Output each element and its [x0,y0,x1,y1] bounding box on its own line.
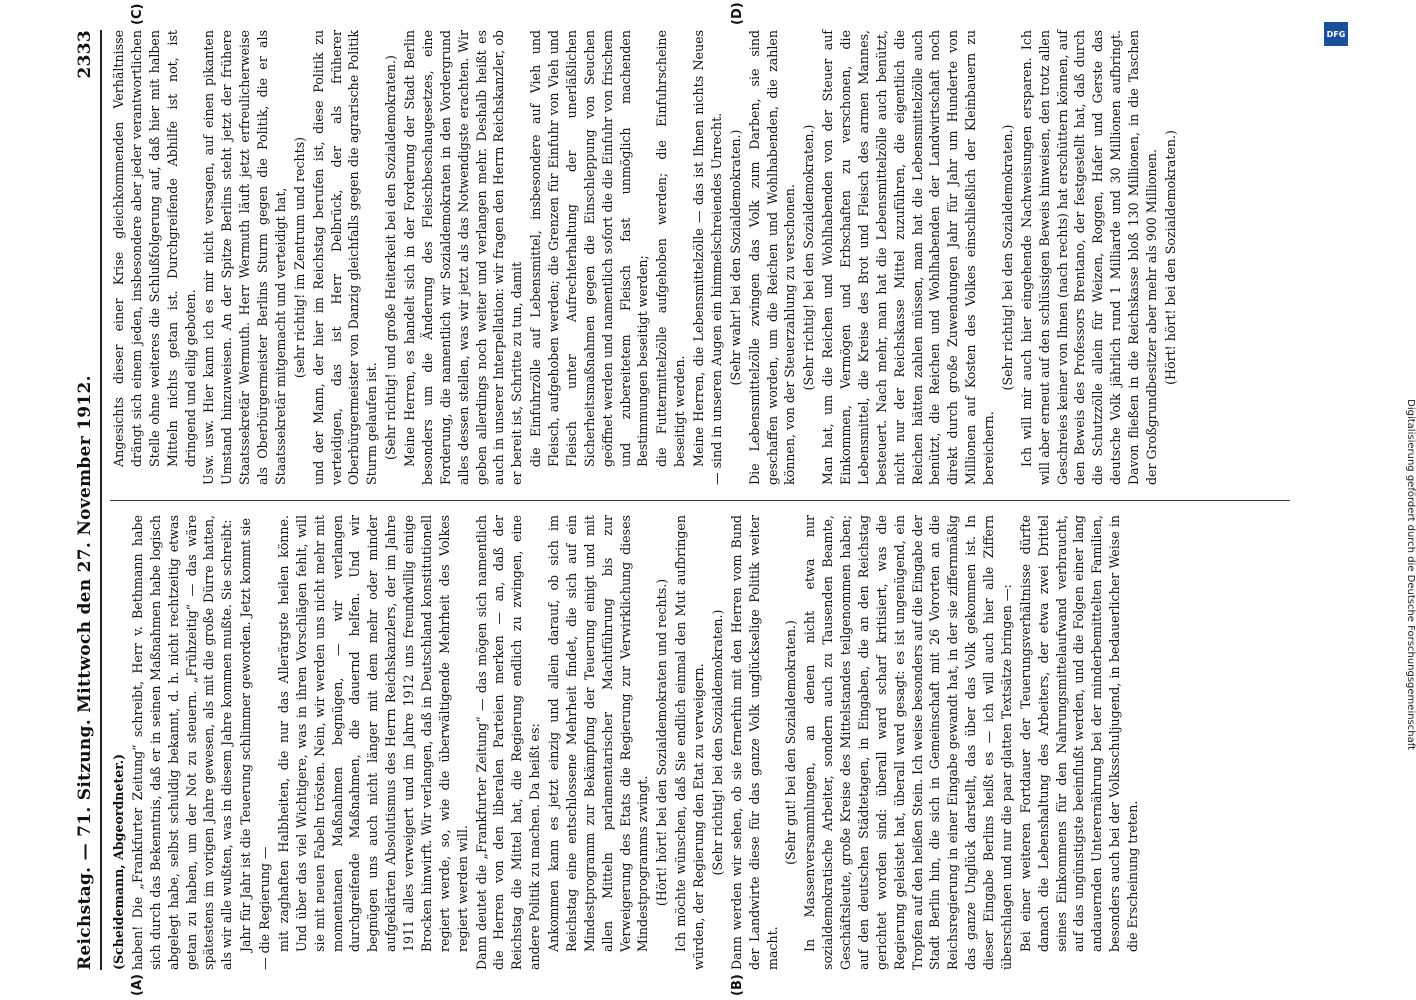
paragraph: Ankommen kann es jetzt einzig und allein darauf, ob sich im Reichstag eine entschlossene Mehrheit findet, die sich auf ein Mindestprogramm zur Bekämpfung der Teuerung einigt und mit allen Mitteln parlamentarischer Machtführung bis zur Verweigerung des Etats die Regierung zur Verwirklichung dieses Mindestprogramms zwingt. [546,515,651,952]
page-number: 2333 [75,30,95,79]
paragraph: Ich will mir auch hier eingehende Nachweisungen ersparen. Ich will aber erneut auf den schlüssigen Beweis hinweisen, den trotz allen Geschreies keiner von Ihnen (nach rechts) hat erschüttern können, auf den Beweis des Professors Brentano, der festgestellt hat, daß durch die Schutzzölle allein für Weizen, Roggen, Hafer und Gerste das deutsche Volk jährlich rund 1 Milliarde und 30 Millionen aufbringt. Davon fließen in die Reichskasse bloß 130 Millionen, in die Taschen der Großgrundbesitzer aber mehr als 900 Millionen. [1018,30,1159,485]
left-column [110,515,1290,970]
paragraph: Meine Herren, die Lebensmittelzölle — das ist Ihnen nichts Neues — sind in unseren Augen ein himmelschreiendes Unrecht. [691,30,724,485]
paragraph: (Sehr richtig! bei den Sozialdemokraten.) [999,124,1015,391]
paragraph: — die Regierung — [257,846,272,970]
paragraph: (Hört! hört! bei den Sozialdemokraten.) [1162,130,1178,385]
paragraph: Dann deutet die „Frankfurter Zeitung“ — das mögen sich namentlich die Herren von den liberalen Parteien merken — an, daß der Reichstag die Mittel hat, die Regierung endlich zu zwingen, eine andere Politik zu machen. Da heißt es: [473,515,543,970]
digitization-credit: Digitalisierung gefördert durch die Deutsche Forschungsgemeinschaft [1405,399,1416,750]
dfg-logo: DFG [1324,22,1348,46]
paragraph: In Massenversammlungen, an denen nicht etwa nur sozialdemokratische Arbeiter, sondern auch zu Tausenden Beamte, Geschäftsleute, große Kreise des Mittelstandes teilgenommen haben; auf den deutschen Städtetagen, in Eingaben, die an den Reichstag gerichtet worden sind: überall ward scharf kritisiert, was die Regierung geleistet hat, überall ward gesagt: es ist ungenügend, ein Tropfen auf den heißen Stein. Ich weise besonders auf die Eingabe der Stadt Berlin hin, die sich in Gemeinschaft mit 26 Vororten an die Reichsregierung in einer Eingabe gewandt hat, in der sie ziffernmäßig das ganze Unglück darstellt, das über das Volk gekommen ist. In dieser Eingabe Berlins heißt es — ich will auch hier alle Ziffern überschlagen und nur die paar glatten Textsätze bringen —: [802,515,1014,970]
paragraph: Ich möchte wünschen, daß Sie endlich einmal den Mut aufbringen würden, der Regierung den Etat zu verweigern. [673,515,706,970]
paragraph: Die Lebensmittelzölle zwingen das Volk zum Darben, sie sind geschaffen worden, um die Reichen und Wohlhabenden, die zahlen können, von der Steuerzahlung zu verschonen. [746,30,798,485]
paragraph: haben! Die „Frankfurter Zeitung“ schreibt, Herr v. Bethmann habe sich durch das Bekenntnis, daß er in seinen Maßnahmen habe logisch abgelegt habe, selbst schuldig bekannt, d. h. nicht rechtzeitig etwas getan zu haben, um der Not zu steuern. „Frühzeitig“ — das wäre spätestens im vorigen Jahre gewesen, als mit die große Dürre hatten, als wir alle wußten, was in diesem Jahre kommen mußte. Sie schreibt: [129,515,235,970]
paragraph: (sehr richtig! im Zentrum und rechts) [291,136,307,379]
running-head-title: Reichstag. — 71. Sitzung. Mittwoch den 27. November 1912. [75,375,95,970]
paragraph: mit zaghaften Halbheiten, die nur das Allerärgste heilen könne. Und über das viel Wichtigere, was in ihren Vorschlägen fehlt, will sie mit neuen Fabeln trösten. Nein, wir werden uns nicht mehr mit momentanen Maßnahmen begnügen, — wir verlangen durchgreifende Maßnahmen, die dauernd helfen. Und wir begnügen uns auch nicht länger mit dem mehr oder minder aufgeklärten Absolutismus des Herrn Reichskanzlers, der im Jahre 1911 alles verweigert und im Jahre 1912 uns freundwillig einige Brocken hinwirft. Wir verlangen, daß in Deutschland konstitutionell regiert werde, so, wie die überwältigende Mehrheit des Volkes regiert werden will. [275,515,470,952]
margin-mark-d: (D) [730,2,745,25]
column-divider [110,500,1290,501]
running-head [70,30,102,970]
paragraph: Meine Herren, es handelt sich in der Forderung der Stadt Berlin besonders um die Änderung des Fleischbeschaugesetzes, eine Forderung, die namentlich wir Sozialdemokraten in den Vordergrund alles dessen stellen, was wir jetzt als das Notwendigste erachten. Wir geben allerdings noch weiter und verlangen mehr. Deshalb heißt es auch in unserer Interpellation: wir fragen den Herrn Reichskanzler, ob er bereit ist, Schritte zu tun, damit [402,30,525,485]
paragraph: Bei einer weiteren Fortdauer der Teuerungsverhältnisse dürfte danach die Lebenshaltung des Arbeiters, der etwa zwei Drittel seines Einkommens für den Nahrungsmittelaufwand verbraucht, auf das ungünstigste beeinflußt werden, und die Folgen einer lang andauernden Unterernährung bei der minderbemittelten Familien, besonders auch bei der Volksschuljugend, in bedauerlicher Weise in die Erscheinung treten. [1017,515,1140,952]
paragraph: Dann werden wir sehen, ob sie fernerhin mit den Herren vom Bund der Landwirte diese für das ganze Volk unglückselige Politik weiter macht. [728,515,780,970]
document-page [70,2,1310,996]
paragraph: (Sehr richtig! bei den Sozialdemokraten.) [801,124,817,391]
text-columns [110,30,1290,970]
margin-mark-b: (B) [730,974,745,996]
paragraph: Angesichts dieser einer Krise gleichkommenden Verhältnisse drängt sich einem jeden, insbesondere aber jeder verantwortlichen Stelle ohne weiteres die Schlußfolgerung auf, daß hier mit halben Mitteln nichts getan ist. Durchgreifende Abhilfe ist not, ist dringend und eilig geboten. [111,30,198,467]
paragraph: (Sehr gut! bei den Sozialdemokraten.) [783,620,799,865]
margin-mark-c: (C) [130,3,145,25]
paragraph: Usw. usw. Hier kann ich es mir nicht versagen, auf einen pikanten Umstand hinzuweisen. An der Spitze Berlins steht jetzt der frühere Staatssekretär Wermuth. Herr Wermuth läuft jetzt erfreulicherweise als Oberbürgermeister Berlins Sturm gegen die Politik, die er als Staatssekretär mitgemacht und verteidigt hat, [201,30,288,485]
paragraph: und der Mann, der hier im Reichstag berufen ist, diese Politik zu verteidigen, das ist Herr Delbrück, der als früherer Oberbürgermeister von Danzig gleichfalls gegen die agrarische Politik Sturm gelaufen ist. [310,30,380,485]
paragraph: (Scheidemann, Abgeordneter.) [111,753,126,970]
paragraph: die Futtermittelzölle aufgehoben werden; die Einfuhrscheine beseitigt werden. [654,30,688,467]
margin-mark-a: (A) [130,974,145,996]
paragraph: (Sehr richtig! bei den Sozialdemokraten.) [709,609,725,876]
paragraph: Man hat, um die Reichen und Wohlhabenden von der Steuer auf Einkommen, Vermögen und Erbschaften zu verschonen, die Lebensmittel, die Kreise des Brot und Fleisch des armen Mannes, besteuert. Nach mehr, man hat die Lebensmittelzölle auch benützt, nicht nur der Reichskasse Mittel zuzuführen, die eigentlich die Reichen hätten zahlen müssen, man hat die Lebensmittelzölle auch benützt, die Reichen und Wohlhabenden der Landwirtschaft noch direkt durch große Zuwendungen Jahr für Jahr um Hunderte von Millionen auf Kosten des Volkes einschließlich der Kleinbauern zu bereichern. [820,30,996,485]
paragraph: Jahr für Jahr ist die Teuerung schlimmer geworden. Jetzt kommt sie [238,518,254,952]
paragraph: (Sehr wahr! bei den Sozialdemokraten.) [727,129,743,386]
paragraph: die Einfuhrzölle auf Lebensmittel, insbesondere auf Vieh und Fleisch, aufgehoben werden; die Grenzen für Einfuhr von Vieh und Fleisch unter Aufrechterhaltung der unerläßlichen Sicherheitsmaßnahmen gegen die Einschleppung von Seuchen geöffnet werden und namentlich sofort die die Einfuhr von frischem und zubereitetem Fleisch fast unmöglich machenden Bestimmungen beseitigt werden; [528,30,651,467]
paragraph: (Hört! hört! bei den Sozialdemokraten und rechts.) [654,578,670,907]
right-column [110,30,1290,485]
paragraph: (Sehr richtig! und große Heiterkeit bei den Sozialdemokraten.) [383,55,399,460]
